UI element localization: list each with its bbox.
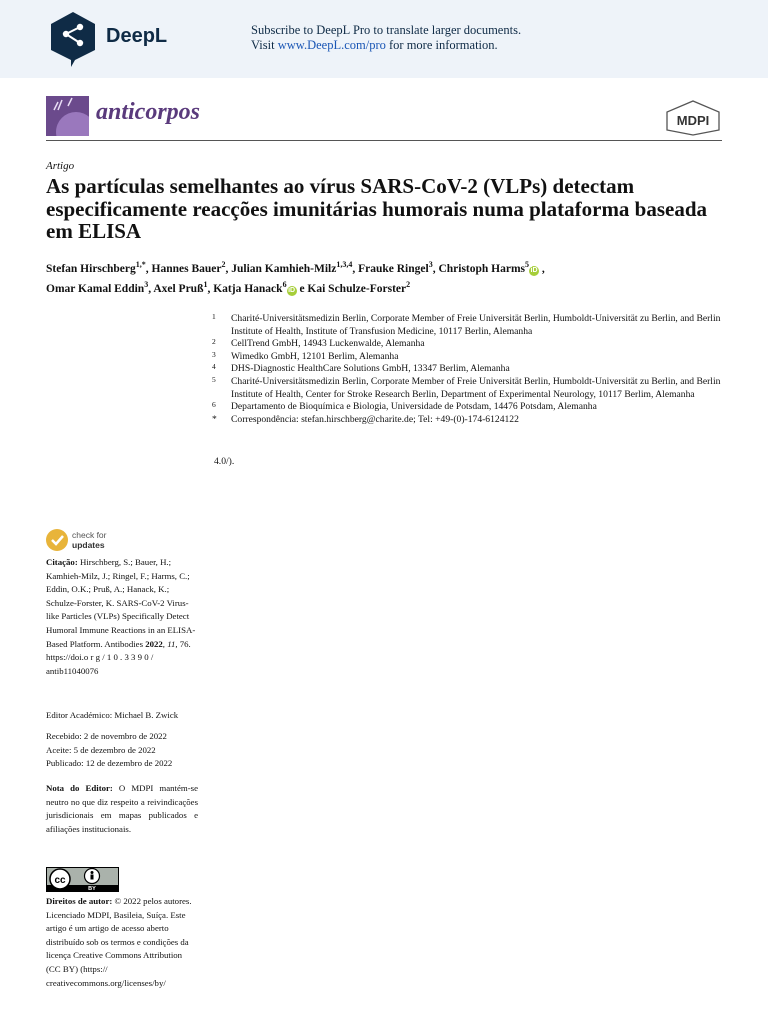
banner-line-2-post: for more information.	[385, 38, 498, 52]
published-date: Publicado: 12 de dezembro de 2022	[46, 758, 173, 769]
author-affiliation-ref: 1,3,4	[336, 260, 353, 269]
affiliation-item	[212, 313, 722, 338]
affiliation-text: Charité-Universitätsmedizin Berlin, Corporate Member of Freie Universität Berlin, Humboldt-Universität zu Berlin, and Berlin Institute of Health, Institute of Transfusion Medicine, 10117 Berlin, Alemanha	[231, 313, 721, 337]
accepted-date: Aceite: 5 de dezembro de 2022	[46, 744, 156, 755]
affiliation-text: Wimedko GmbH, 12101 Berlim, Alemanha	[231, 350, 399, 362]
citation-text: Hirschberg, S.; Bauer, H.; Kamhieh-Milz, J.; Ringel, F.; Harms, C.; Eddin, O.K.; Pruß, A.; Hanack, K.; Schulze-Forster, K. SARS-CoV-2 Virus-like Particles (VLPs) Specifically Detect Humoral Immune Reactions in an ELISA-Based Platform. Antibodies	[46, 557, 196, 649]
author-name[interactable]: Stefan Hirschberg	[46, 262, 136, 275]
affiliation-item	[212, 351, 722, 364]
author-affiliation-ref: 1,*	[135, 260, 146, 269]
deepl-logo-icon[interactable]	[47, 10, 99, 68]
affiliation-number: 2	[212, 337, 216, 347]
author-name[interactable]: Hannes Bauer	[151, 262, 222, 275]
check-for-updates-badge[interactable]	[46, 529, 126, 553]
author-name[interactable]: Axel Pruß	[153, 282, 204, 295]
cc-by-text: BY	[88, 886, 96, 892]
banner-line-2	[251, 38, 521, 53]
citation-separator: ,	[162, 638, 168, 649]
author-separator: ,	[225, 262, 232, 275]
author-name[interactable]: Christoph Harms	[438, 262, 526, 275]
author-separator: ,	[207, 282, 214, 295]
license-fragment: 4.0/).	[214, 456, 235, 467]
copyright-block	[46, 895, 198, 990]
check-updates-icon	[46, 529, 68, 551]
affiliation-text: DHS-Diagnostic HealthCare Solutions GmbH, 13347 Berlim, Alemanha	[231, 363, 510, 375]
author-affiliation-ref: 6	[282, 279, 287, 289]
journal-name: anticorpos	[96, 99, 201, 125]
affiliation-item	[212, 414, 722, 427]
copyright-text: © 2022 pelos autores. Licenciado MDPI, Basileia, Suíça. Este artigo é um artigo de acesso aberto distribuído sob os termos e condições da licença Creative Commons Attribution (CC BY) (https:// creativecommons.org/licenses/by/	[46, 896, 192, 988]
affiliation-number: 3	[212, 349, 216, 359]
author-name[interactable]: Omar Kamal Eddin	[46, 282, 145, 295]
author-affiliation-ref: 2	[221, 260, 226, 269]
affiliation-item	[212, 338, 722, 351]
affiliation-number: 1	[212, 312, 216, 321]
svg-text:cc: cc	[54, 875, 66, 886]
citation-year: 2022	[145, 638, 163, 649]
orcid-icon[interactable]: iD	[288, 286, 296, 294]
affiliation-item	[212, 376, 722, 401]
affiliation-number: 4	[212, 362, 216, 372]
check-updates-line-1: check for	[72, 530, 107, 540]
author-affiliation-ref: 3	[428, 260, 433, 269]
author-separator: ,	[148, 282, 154, 295]
author-separator: ,	[432, 262, 439, 275]
check-updates-line-2: updates	[72, 539, 105, 550]
orcid-icon[interactable]: iD	[530, 266, 538, 274]
publisher-note-text: O MDPI mantém-se neutro no que diz respeito a reivindicações jurisdicionais em mapas publicados e afiliações institucionais.	[46, 783, 198, 834]
affiliation-text: CellTrend GmbH, 14943 Luckenwalde, Alemanha	[231, 338, 425, 350]
author-affiliation-ref: 2	[406, 279, 411, 289]
author-separator: e	[296, 282, 308, 295]
publisher-note-label: Nota do Editor:	[46, 783, 113, 793]
author-name[interactable]: Katja Hanack	[213, 282, 283, 295]
academic-editor: Editor Académico: Michael B. Zwick	[46, 710, 179, 720]
article-type: Artigo	[46, 160, 75, 172]
affiliation-text: Correspondência: stefan.hirschberg@charite.de; Tel: +49-(0)-174-6124122	[231, 413, 519, 425]
author-name[interactable]: Frauke Ringel	[358, 262, 429, 275]
affiliation-number: 5	[212, 374, 216, 384]
deepl-brand-name: DeepL	[106, 25, 168, 47]
cc-by-license-icon[interactable]	[46, 867, 119, 892]
affiliation-item	[212, 363, 722, 376]
author-list	[46, 257, 736, 297]
author-affiliation-ref: 3	[144, 279, 149, 289]
author-separator: ,	[352, 262, 359, 275]
journal-logo-icon	[46, 96, 89, 136]
author-name[interactable]: Kai Schulze-Forster	[307, 282, 407, 295]
citation-volume: 11	[167, 638, 176, 649]
citation-block	[46, 556, 198, 678]
mdpi-logo-text: MDPI	[676, 113, 710, 128]
copyright-label: Direitos de autor:	[46, 896, 113, 906]
deepl-banner	[0, 0, 768, 78]
citation-label: Citação:	[46, 557, 78, 567]
banner-line-2-pre: Visit	[251, 38, 278, 52]
received-date: Recebido: 2 de novembro de 2022	[46, 731, 167, 741]
citation-doi[interactable]: , 76. https://doi.o r g / 1 0 . 3 3 9 0 / antib11040076	[46, 638, 191, 676]
affiliation-item	[212, 401, 722, 414]
affiliation-number: 6	[212, 400, 216, 410]
mdpi-logo-icon	[664, 100, 722, 136]
banner-message	[251, 23, 521, 53]
author-name[interactable]: Julian Kamhieh-Milz	[231, 262, 337, 275]
banner-line-1: Subscribe to DeepL Pro to translate larger documents.	[251, 23, 522, 37]
author-affiliation-ref: 5	[525, 260, 530, 269]
author-separator: ,	[539, 262, 545, 275]
article-title: As partículas semelhantes ao vírus SARS-CoV-2 (VLPs) detectam especificamente reacções imunitárias humorais numa plataforma baseada em ELISA	[46, 174, 708, 243]
header-divider	[46, 140, 722, 141]
affiliations	[212, 313, 722, 426]
publisher-note	[46, 782, 198, 836]
check-updates-label	[72, 531, 107, 550]
publication-dates	[46, 730, 198, 771]
author-separator: ,	[145, 262, 152, 275]
affiliation-text: Departamento de Bioquímica e Biologia, Universidade de Potsdam, 14476 Potsdam, Alemanha	[231, 401, 597, 413]
affiliation-number: *	[212, 413, 217, 425]
deepl-pro-link[interactable]: www.DeepL.com/pro	[277, 38, 386, 52]
affiliation-text: Charité-Universitätsmedizin Berlin, Corporate Member of Freie Universität Berlin, Humboldt-Universität zu Berlin, and Berlin Institute of Health, Center for Stroke Research Berlin, Department of Experimental Neurology, 10117 Berlim, Alemanha	[231, 375, 721, 400]
author-affiliation-ref: 1	[203, 279, 208, 289]
